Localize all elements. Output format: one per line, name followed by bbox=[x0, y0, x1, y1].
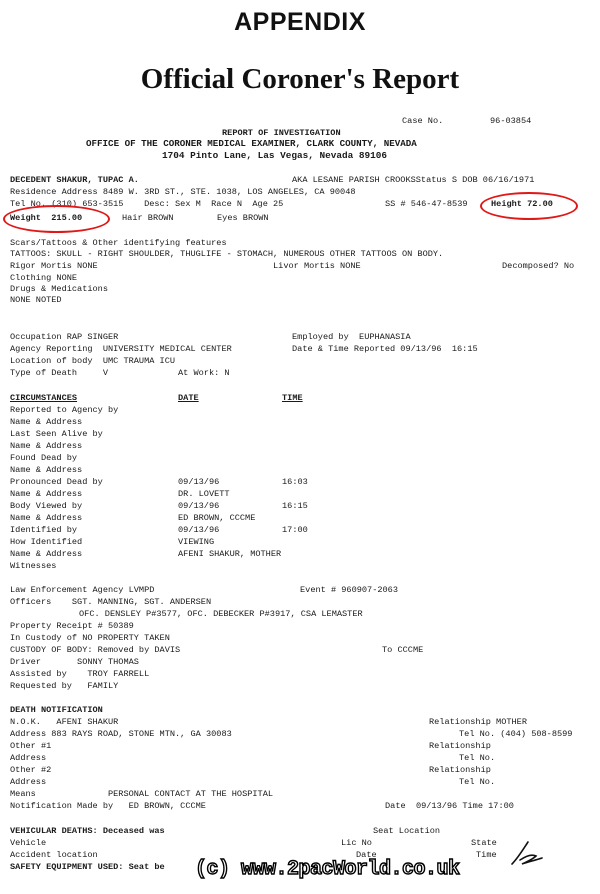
decedent-aka: AKA LESANE PARISH CROOKSStatus S DOB 06/16/1971 bbox=[292, 175, 535, 185]
location-of-body: Location of body UMC TRAUMA ICU bbox=[10, 356, 176, 366]
livor-mortis: Livor Mortis NONE bbox=[273, 261, 361, 271]
notification-date-time: Date 09/13/96 Time 17:00 bbox=[385, 801, 514, 811]
tel-3: Tel No. bbox=[459, 777, 496, 787]
safety-equipment: SAFETY EQUIPMENT USED: Seat be bbox=[10, 862, 165, 872]
address-3: Address bbox=[10, 777, 47, 787]
circumstance-value: 09/13/96 bbox=[178, 525, 220, 535]
seat-location: Seat Location bbox=[373, 826, 441, 836]
date-header: DATE bbox=[178, 393, 199, 403]
at-work: At Work: N bbox=[178, 368, 230, 378]
other-2: Other #2 bbox=[10, 765, 52, 775]
decedent-eyes: Eyes BROWN bbox=[217, 213, 269, 223]
lic-no: Lic No bbox=[341, 838, 372, 848]
vehicular-deaths: VEHICULAR DEATHS: Deceased was bbox=[10, 826, 165, 836]
circumstance-label: Reported to Agency by bbox=[10, 405, 119, 415]
officers-line1: Officers SGT. MANNING, SGT. ANDERSEN bbox=[10, 597, 212, 607]
property-receipt: Property Receipt # 50389 bbox=[10, 621, 134, 631]
requested-by: Requested by FAMILY bbox=[10, 681, 119, 691]
driver: Driver SONNY THOMAS bbox=[10, 657, 139, 667]
nok-tel: Tel No. (404) 508-8599 bbox=[459, 729, 573, 739]
circumstance-label: Found Dead by bbox=[10, 453, 78, 463]
office-line2: OFFICE OF THE CORONER MEDICAL EXAMINER, CLARK COUNTY, NEVADA bbox=[86, 138, 417, 149]
drugs-medications: Drugs & Medications bbox=[10, 284, 108, 294]
date-time-reported: Date & Time Reported 09/13/96 16:15 bbox=[292, 344, 478, 354]
decedent-weight: Weight 215.00 bbox=[10, 213, 83, 223]
decedent-name: DECEDENT SHAKUR, TUPAC A. bbox=[10, 175, 139, 185]
custody-to: To CCCME bbox=[382, 645, 424, 655]
notification-made-by: Notification Made by ED BROWN, CCCME bbox=[10, 801, 206, 811]
circumstance-label: Name & Address bbox=[10, 441, 83, 451]
circumstance-label: Identified by bbox=[10, 525, 78, 535]
none-noted: NONE NOTED bbox=[10, 295, 62, 305]
circumstance-value: 09/13/96 bbox=[178, 477, 220, 487]
weight-highlight-circle bbox=[3, 205, 110, 233]
decedent-hair: Hair BROWN bbox=[122, 213, 174, 223]
circumstance-time: 16:15 bbox=[282, 501, 308, 511]
circumstance-label: Name & Address bbox=[10, 465, 83, 475]
other-1: Other #1 bbox=[10, 741, 52, 751]
circumstance-value: 09/13/96 bbox=[178, 501, 220, 511]
time-header: TIME bbox=[282, 393, 303, 403]
vehicular-time: Time bbox=[476, 850, 497, 860]
notification-means: Means PERSONAL CONTACT AT THE HOSPITAL bbox=[10, 789, 274, 799]
circumstance-label: Name & Address bbox=[10, 489, 83, 499]
clothing: Clothing NONE bbox=[10, 273, 78, 283]
vehicular-date: Date bbox=[356, 850, 377, 860]
employed-by: Employed by EUPHANASIA bbox=[292, 332, 411, 342]
circumstance-value: AFENI SHAKUR, MOTHER bbox=[178, 549, 282, 559]
appendix-heading: APPENDIX bbox=[234, 8, 366, 36]
circumstance-label: Name & Address bbox=[10, 417, 83, 427]
signature-mark bbox=[506, 838, 546, 872]
assisted-by: Assisted by TROY FARRELL bbox=[10, 669, 150, 679]
circumstance-label: Name & Address bbox=[10, 549, 83, 559]
circumstance-label: Witnesses bbox=[10, 561, 57, 571]
death-notification-heading: DEATH NOTIFICATION bbox=[10, 705, 103, 715]
relationship-2: Relationship bbox=[429, 741, 491, 751]
event-number: Event # 960907-2063 bbox=[300, 585, 398, 595]
law-agency: Law Enforcement Agency LVMPD bbox=[10, 585, 155, 595]
vehicle: Vehicle bbox=[10, 838, 47, 848]
tattoos-line: TATTOOS: SKULL - RIGHT SHOULDER, THUGLIFE - STOMACH, NUMEROUS OTHER TATTOOS ON BODY. bbox=[10, 249, 444, 259]
in-custody-of: In Custody of NO PROPERTY TAKEN bbox=[10, 633, 170, 643]
circumstance-label: How Identified bbox=[10, 537, 83, 547]
state: State bbox=[471, 838, 497, 848]
height-highlight-circle bbox=[480, 192, 578, 220]
address-2: Address bbox=[10, 753, 47, 763]
circumstance-time: 17:00 bbox=[282, 525, 308, 535]
circumstance-value: DR. LOVETT bbox=[178, 489, 230, 499]
decedent-tel: Tel No. (310) 653-3515 Desc: Sex M Race N Age 25 bbox=[10, 199, 284, 209]
occupation: Occupation RAP SINGER bbox=[10, 332, 119, 342]
decedent-residence: Residence Address 8489 W. 3RD ST., STE. 1038, LOS ANGELES, CA 90048 bbox=[10, 187, 356, 197]
features-heading: Scars/Tattoos & Other identifying features bbox=[10, 238, 227, 248]
custody-of-body: CUSTODY OF BODY: Removed by DAVIS bbox=[10, 645, 181, 655]
decedent-height: Height 72.00 bbox=[491, 199, 553, 209]
circumstance-label: Name & Address bbox=[10, 513, 83, 523]
office-line3: 1704 Pinto Lane, Las Vegas, Nevada 89106 bbox=[162, 150, 388, 161]
type-of-death: Type of Death V bbox=[10, 368, 108, 378]
relationship-3: Relationship bbox=[429, 765, 491, 775]
tel-2: Tel No. bbox=[459, 753, 496, 763]
circumstance-time: 16:03 bbox=[282, 477, 308, 487]
agency-reporting: Agency Reporting UNIVERSITY MEDICAL CENTER bbox=[10, 344, 232, 354]
case-number: 96-03854 bbox=[490, 116, 532, 126]
decedent-ss: SS # 546-47-8539 bbox=[385, 199, 468, 209]
circumstance-label: Body Viewed by bbox=[10, 501, 83, 511]
watermark: (c) www.2pacWorld.co.uk bbox=[195, 858, 460, 881]
decomposed: Decomposed? No bbox=[502, 261, 575, 271]
circumstance-value: VIEWING bbox=[178, 537, 215, 547]
circumstance-value: ED BROWN, CCCME bbox=[178, 513, 256, 523]
circumstances-header: CIRCUMSTANCES bbox=[10, 393, 78, 403]
accident-location: Accident location bbox=[10, 850, 98, 860]
nok-address: Address 883 RAYS ROAD, STONE MTN., GA 30083 bbox=[10, 729, 232, 739]
relationship-1: Relationship MOTHER bbox=[429, 717, 527, 727]
case-label: Case No. bbox=[402, 116, 444, 126]
circumstance-label: Pronounced Dead by bbox=[10, 477, 103, 487]
report-title: Official Coroner's Report bbox=[140, 63, 460, 95]
circumstance-label: Last Seen Alive by bbox=[10, 429, 103, 439]
rigor-mortis: Rigor Mortis NONE bbox=[10, 261, 98, 271]
officers-line2: OFC. DENSLEY P#3577, OFC. DEBECKER P#3917, CSA LEMASTER bbox=[79, 609, 363, 619]
office-line1: REPORT OF INVESTIGATION bbox=[222, 128, 341, 138]
nok: N.O.K. AFENI SHAKUR bbox=[10, 717, 119, 727]
